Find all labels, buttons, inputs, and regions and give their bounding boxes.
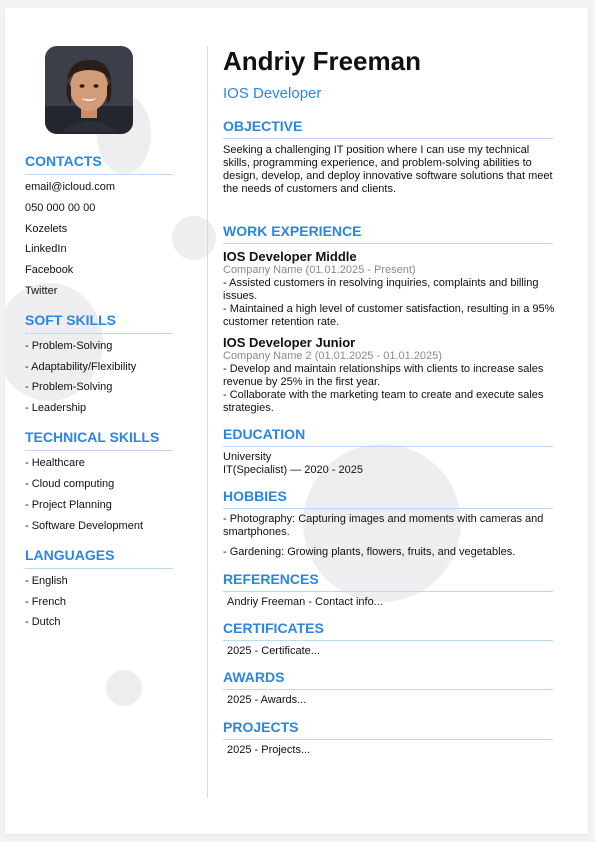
hobbies-heading: HOBBIES [223,488,553,509]
awards-heading: AWARDS [223,669,553,690]
job-company: Company Name 2 (01.01.2025 - 01.01.2025) [223,350,442,362]
objective-heading: OBJECTIVE [223,118,553,139]
projects-heading: PROJECTS [223,719,553,740]
awards-text: 2025 - Awards... [227,694,307,706]
contact-phone[interactable]: 050 000 00 00 [25,202,96,214]
language-item: - English [25,575,68,587]
job-company: Company Name (01.01.2025 - Present) [223,264,416,276]
column-divider [207,46,208,798]
contact-location: Kozelets [25,223,68,235]
job-point: - Maintained a high level of customer satisfaction, resulting in a 95% customer retention rate. [223,303,555,328]
technical-skill-item: - Healthcare [25,457,85,469]
certificates-text: 2025 - Certificate... [227,645,320,657]
objective-text: Seeking a challenging IT position where I can use my technical skills, programming experience, and problem-solving abilities to design, develop, and deploy innovative software solutions that meet the needs of customers and clients. [223,144,553,195]
education-institution: University [223,451,272,463]
soft-skill-item: - Problem-Solving [25,381,113,393]
contacts-heading: CONTACTS [25,153,173,175]
technical-skills-heading: TECHNICAL SKILLS [25,429,173,451]
contact-twitter[interactable]: Twitter [25,285,58,297]
decor-circle [172,216,216,260]
soft-skills-heading: SOFT SKILLS [25,312,173,334]
certificates-heading: CERTIFICATES [223,620,553,641]
decor-circle [106,670,142,706]
technical-skill-item: - Software Development [25,520,143,532]
job-point: - Assisted customers in resolving inquiries, complaints and billing issues. [223,277,539,302]
soft-skill-item: - Adaptability/Flexibility [25,361,137,373]
job-point: - Collaborate with the marketing team to create and execute sales strategies. [223,389,544,414]
education-heading: EDUCATION [223,426,553,447]
hobby-item: - Gardening: Growing plants, flowers, fruits, and vegetables. [223,546,516,558]
languages-heading: LANGUAGES [25,547,173,569]
candidate-name: Andriy Freeman [223,46,421,76]
profile-photo [45,46,133,134]
education-degree: IT(Specialist) — 2020 - 2025 [223,464,364,476]
contact-facebook[interactable]: Facebook [25,264,74,276]
contact-linkedin[interactable]: LinkedIn [25,243,67,255]
hobby-item: - Photography: Capturing images and moments with cameras and smartphones. [223,513,544,538]
technical-skill-item: - Cloud computing [25,478,115,490]
projects-text: 2025 - Projects... [227,744,311,756]
soft-skill-item: - Problem-Solving [25,340,113,352]
resume-page [5,8,588,834]
contact-email[interactable]: email@icloud.com [25,181,116,193]
references-heading: REFERENCES [223,571,553,592]
technical-skill-item: - Project Planning [25,499,112,511]
work-experience-heading: WORK EXPERIENCE [223,223,553,244]
candidate-role: IOS Developer [223,85,322,102]
job-point: - Develop and maintain relationships with clients to increase sales revenue by 25% in the first year. [223,363,544,388]
language-item: - Dutch [25,616,61,628]
job-title: IOS Developer Junior [223,335,356,350]
job-title: IOS Developer Middle [223,249,357,264]
language-item: - French [25,596,66,608]
soft-skill-item: - Leadership [25,402,87,414]
references-text: Andriy Freeman - Contact info... [227,596,383,608]
